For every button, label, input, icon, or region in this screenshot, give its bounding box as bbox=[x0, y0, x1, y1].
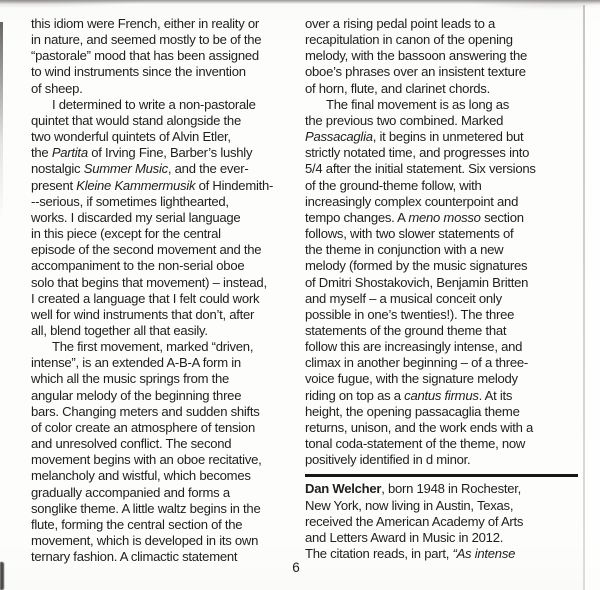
text-line: angular melody of the beginning three bbox=[31, 387, 242, 403]
scan-edge-left bbox=[0, 22, 3, 222]
text-line: well for wind instruments that don’t, after bbox=[31, 306, 255, 322]
text-line: and myself – a musical conceit only bbox=[305, 290, 502, 306]
text-line: 5/4 after the initial statement. Six versions bbox=[305, 161, 536, 177]
text-line: present Kleine Kammermusik of Hindemith- bbox=[31, 177, 274, 193]
text-column-right bbox=[305, 16, 578, 565]
text-line: gradually accompanied and forms a bbox=[31, 484, 230, 500]
text-line: I created a language that I felt could work bbox=[31, 290, 260, 306]
text-line: episode of the second movement and the bbox=[31, 242, 262, 258]
text-line: returns, unison, and the work ends with a bbox=[305, 419, 534, 435]
text-line: Dan Welcher, born 1948 in Rochester, bbox=[305, 481, 522, 497]
text-line: oboe’s phrases over an insistent texture bbox=[305, 64, 526, 80]
text-line: The first movement, marked “driven, bbox=[52, 339, 254, 355]
text-line: possible in one’s twenties!). The three bbox=[305, 306, 515, 322]
text-line: to wind instruments since the invention bbox=[31, 64, 246, 80]
text-line: of sheep. bbox=[31, 80, 83, 96]
text-line: New York, now living in Austin, Texas, bbox=[305, 497, 514, 513]
text-line: all, blend together all that easily. bbox=[31, 322, 208, 338]
text-line: strictly notated time, and progresses into bbox=[305, 145, 530, 161]
text-line: quintet that would stand alongside the bbox=[31, 112, 241, 128]
text-line: statements of the ground theme that bbox=[305, 322, 507, 338]
text-line: of color create an atmosphere of tension bbox=[31, 419, 255, 435]
text-line: height, the opening passacaglia theme bbox=[305, 403, 520, 419]
text-line: two wonderful quintets of Alvin Etler, bbox=[31, 129, 231, 145]
text-line: which all the music springs from the bbox=[31, 371, 230, 387]
text-line: tonal coda-statement of the theme, now bbox=[305, 436, 526, 452]
text-line: in nature, and seemed mostly to be of the bbox=[31, 32, 262, 48]
text-column-left bbox=[31, 16, 297, 565]
text-line: of the ground-theme follow, with bbox=[305, 177, 482, 193]
text-line: melody, with the bassoon answering the bbox=[305, 48, 528, 64]
text-line: tempo changes. A meno mosso section bbox=[305, 209, 524, 225]
text-line: melody (formed by the music signatures bbox=[305, 258, 528, 274]
text-line: positively identified in d minor. bbox=[305, 452, 471, 468]
text-line: increasingly complex counterpoint and bbox=[305, 193, 519, 209]
text-line: nostalgic Summer Music, and the ever- bbox=[31, 161, 249, 177]
text-line: ternary fashion. A climactic statement bbox=[31, 549, 238, 565]
page-number: 6 bbox=[292, 560, 300, 575]
text-line: movement begins with an oboe recitative, bbox=[31, 452, 262, 468]
text-line: works. I discarded my serial language bbox=[31, 209, 241, 225]
text-line: received the American Academy of Arts bbox=[305, 513, 524, 529]
text-line: the theme in conjunction with a new bbox=[305, 242, 504, 258]
text-line: movement, which is developed in its own bbox=[31, 533, 259, 548]
text-line: bars. Changing meters and sudden shifts bbox=[31, 403, 260, 419]
text-line: in this piece (except for the central bbox=[31, 226, 221, 242]
text-line: flute, forming the central section of the bbox=[31, 516, 243, 532]
text-line: melancholy and wistful, which becomes bbox=[31, 468, 251, 484]
text-line: and unresolved conflict. The second bbox=[31, 436, 232, 452]
text-line: Passacaglia, it begins in unmetered but bbox=[305, 129, 524, 145]
section-divider-rule bbox=[305, 474, 578, 477]
text-line: riding on top as a cantus firmus. At its bbox=[305, 387, 513, 403]
text-line: songlike theme. A little waltz begins in the bbox=[31, 500, 261, 516]
text-line: voice fugue, with the signature melody bbox=[305, 371, 518, 387]
text-line: The citation reads, in part, “As intense bbox=[305, 546, 516, 561]
scan-smudge-top-right bbox=[460, 0, 600, 10]
text-line: over a rising pedal point leads to a bbox=[305, 16, 496, 31]
text-line: the previous two combined. Marked bbox=[305, 112, 504, 128]
text-line: follows, with two slower statements of bbox=[305, 226, 514, 242]
text-line: the Partita of Irving Fine, Barber’s lushly bbox=[31, 145, 253, 161]
scan-edge-right-highlight bbox=[585, 5, 600, 590]
text-columns bbox=[31, 16, 578, 565]
text-line: this idiom were French, either in reality or bbox=[31, 16, 259, 31]
text-line: “pastorale” mood that has been assigned bbox=[31, 48, 259, 64]
text-line: --serious, if sometimes lighthearted, bbox=[31, 193, 229, 209]
text-line: follow this are increasingly intense, and bbox=[305, 339, 523, 355]
text-line: intense”, is an extended A-B-A form in bbox=[31, 355, 241, 371]
text-line: of Dmitri Shostakovich, Benjamin Britten bbox=[305, 274, 529, 290]
text-line: climax in another beginning – of a three- bbox=[305, 355, 528, 371]
text-line: I determined to write a non-pastorale bbox=[52, 96, 256, 112]
text-line: solo that begins that movement) – instead, bbox=[31, 274, 267, 290]
text-line: of horn, flute, and clarinet chords. bbox=[305, 80, 490, 96]
text-line: The final movement is as long as bbox=[326, 96, 510, 112]
scan-smudge-top-left bbox=[0, 0, 150, 8]
text-line: recapitulation in canon of the opening bbox=[305, 32, 513, 48]
text-line: accompaniment to the non-serial oboe bbox=[31, 258, 245, 274]
text-line: and Letters Award in Music in 2012. bbox=[305, 529, 504, 545]
